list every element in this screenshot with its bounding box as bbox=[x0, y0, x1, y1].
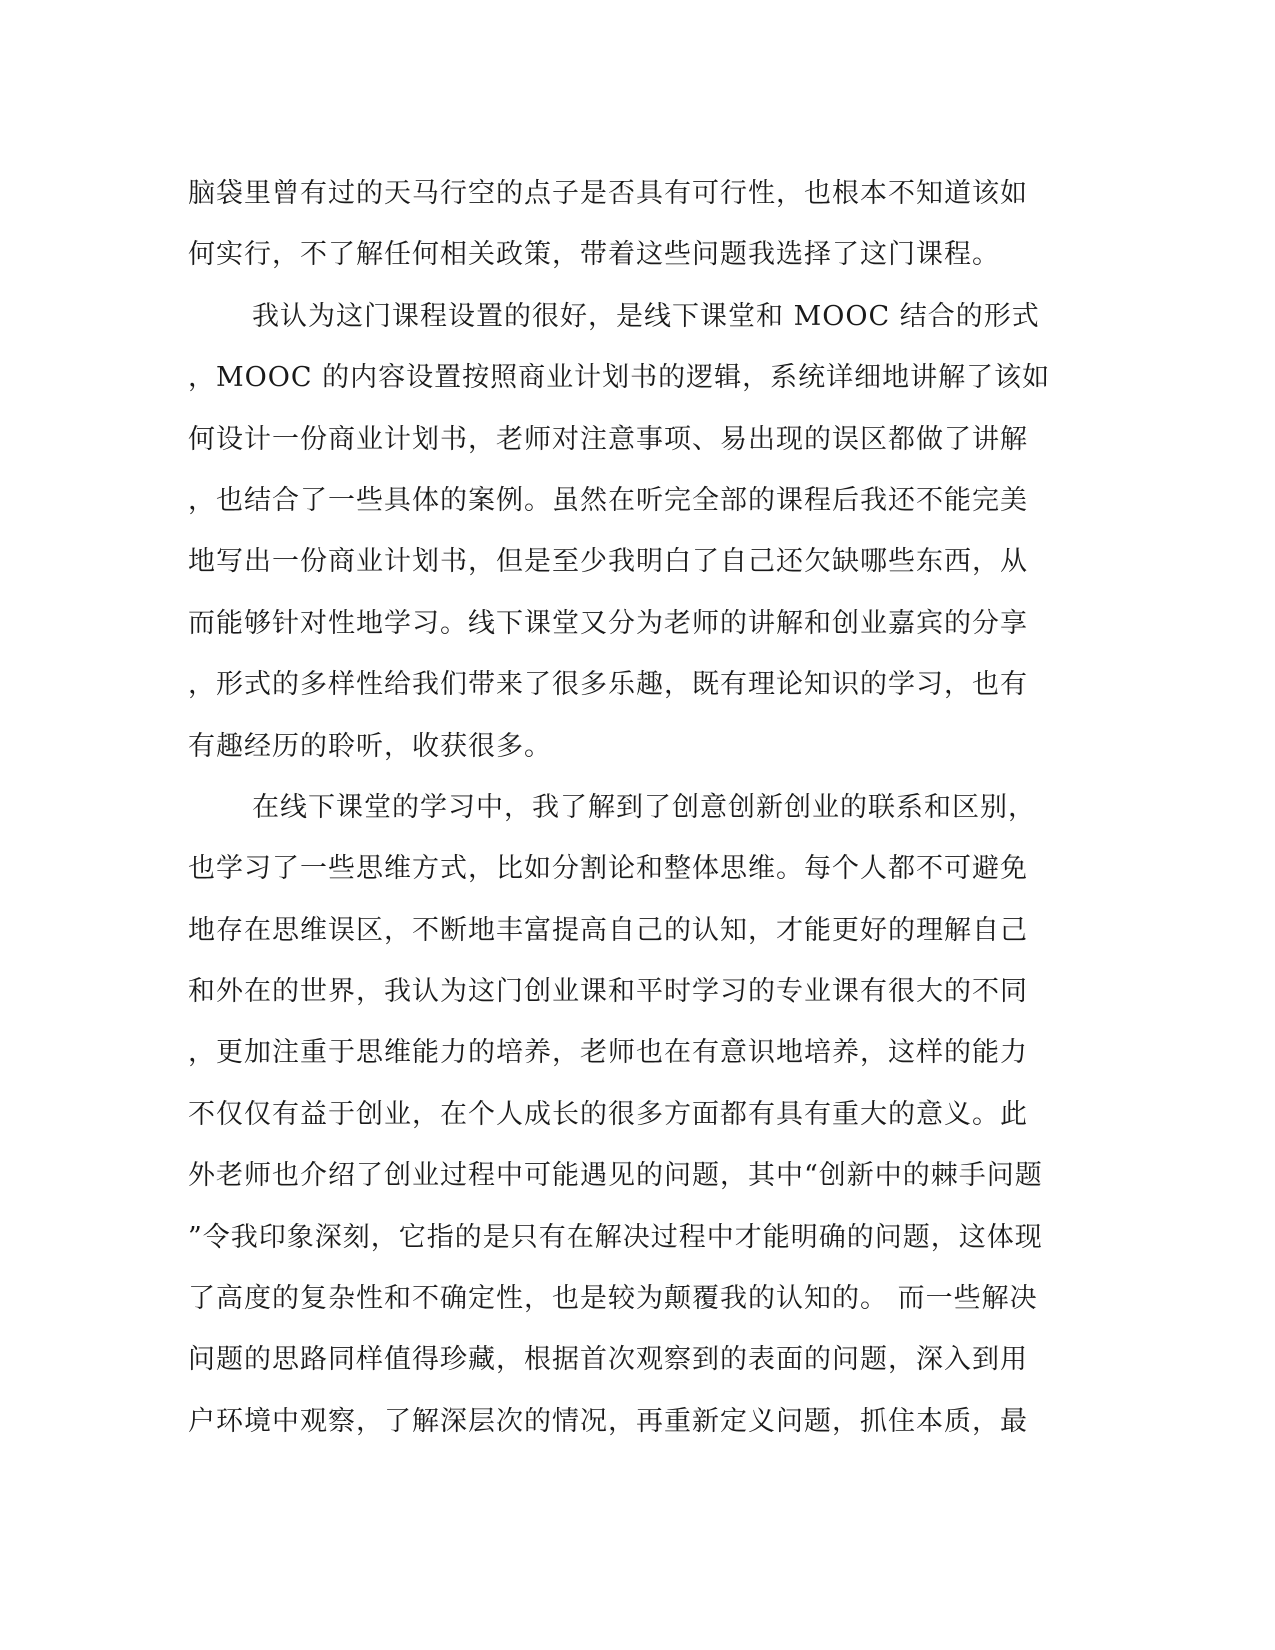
text-line: 也学习了一些思维方式，比如分割论和整体思维。每个人都不可避免 bbox=[188, 853, 1028, 885]
text-line: 脑袋里曾有过的天马行空的点子是否具有可行性，也根本不知道该如 bbox=[188, 178, 1028, 209]
text-line: 何设计一份商业计划书，老师对注意事项、易出现的误区都做了讲解 bbox=[188, 423, 1028, 455]
text-line: 了高度的复杂性和不确定性，也是较为颠覆我的认知的。 而一些解决 bbox=[188, 1283, 1038, 1315]
text-line: ”令我印象深刻，它指的是只有在解决过程中才能明确的问题，这体现 bbox=[188, 1221, 1043, 1253]
text-line: 户环境中观察，了解深层次的情况，再重新定义问题，抓住本质，最 bbox=[188, 1405, 1028, 1437]
body-text bbox=[188, 163, 1068, 1452]
text-line: 地写出一份商业计划书，但是至少我明白了自己还欠缺哪些东西，从 bbox=[188, 546, 1028, 578]
text-line: 地存在思维误区，不断地丰富提高自己的认知，才能更好的理解自己 bbox=[188, 914, 1028, 946]
text-line: 和外在的世界，我认为这门创业课和平时学习的专业课有很大的不同 bbox=[188, 976, 1028, 1008]
text-line: 问题的思路同样值得珍藏，根据首次观察到的表面的问题，深入到用 bbox=[188, 1344, 1028, 1376]
text-line: 外老师也介绍了创业过程中可能遇见的问题，其中“创新中的棘手问题 bbox=[188, 1160, 1043, 1192]
text-line: ，也结合了一些具体的案例。虽然在听完全部的课程后我还不能完美 bbox=[188, 484, 1028, 516]
text-line: 不仅仅有益于创业，在个人成长的很多方面都有具有重大的意义。此 bbox=[188, 1098, 1028, 1130]
paragraph-start-line: 我认为这门课程设置的很好，是线下课堂和 MOOC 结合的形式 bbox=[252, 300, 1040, 332]
text-line: ，更加注重于思维能力的培养，老师也在有意识地培养，这样的能力 bbox=[188, 1037, 1028, 1069]
paragraph-start-line: 在线下课堂的学习中，我了解到了创意创新创业的联系和区别， bbox=[252, 791, 1036, 823]
text-line: ，MOOC 的内容设置按照商业计划书的逻辑，系统详细地讲解了该如 bbox=[188, 362, 1051, 394]
text-line: 而能够针对性地学习。线下课堂又分为老师的讲解和创业嘉宾的分享 bbox=[188, 607, 1028, 639]
text-line: 有趣经历的聆听，收获很多。 bbox=[188, 730, 552, 762]
text-line: ，形式的多样性给我们带来了很多乐趣，既有理论知识的学习，也有 bbox=[188, 669, 1028, 701]
text-line: 何实行，不了解任何相关政策，带着这些问题我选择了这门课程。 bbox=[188, 239, 1000, 271]
